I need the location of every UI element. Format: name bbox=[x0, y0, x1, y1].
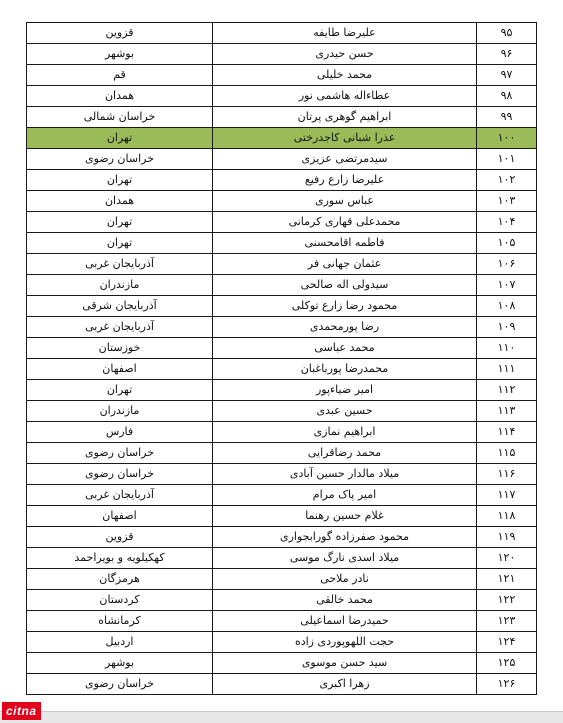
row-number-cell: ۹۵ bbox=[477, 23, 537, 44]
province-cell: کرمانشاه bbox=[27, 611, 213, 632]
name-cell: عباس سوری bbox=[213, 191, 477, 212]
names-table-body bbox=[27, 23, 537, 695]
province-cell: مازندران bbox=[27, 401, 213, 422]
table-row bbox=[27, 401, 537, 422]
province-cell: تهران bbox=[27, 128, 213, 149]
row-number-cell: ۱۲۰ bbox=[477, 548, 537, 569]
table-row bbox=[27, 632, 537, 653]
row-number-cell: ۱۲۴ bbox=[477, 632, 537, 653]
table-row bbox=[27, 170, 537, 191]
row-number-cell: ۱۰۱ bbox=[477, 149, 537, 170]
table-row bbox=[27, 485, 537, 506]
row-number-cell: ۱۱۳ bbox=[477, 401, 537, 422]
name-cell: میلاد مالدار حسین آبادی bbox=[213, 464, 477, 485]
province-cell: آذربایجان غربی bbox=[27, 317, 213, 338]
row-number-cell: ۱۱۶ bbox=[477, 464, 537, 485]
table-row bbox=[27, 191, 537, 212]
province-cell: اردبیل bbox=[27, 632, 213, 653]
row-number-cell: ۹۶ bbox=[477, 44, 537, 65]
table-row bbox=[27, 674, 537, 695]
province-cell: کردستان bbox=[27, 590, 213, 611]
name-cell: سید حسن موسوی bbox=[213, 653, 477, 674]
province-cell: همدان bbox=[27, 86, 213, 107]
row-number-cell: ۱۱۴ bbox=[477, 422, 537, 443]
table-row bbox=[27, 86, 537, 107]
name-cell: علیرضا طایفه bbox=[213, 23, 477, 44]
row-number-cell: ۱۲۵ bbox=[477, 653, 537, 674]
names-table bbox=[26, 22, 537, 695]
table-row bbox=[27, 548, 537, 569]
table-row bbox=[27, 506, 537, 527]
name-cell: محمد خلیلی bbox=[213, 65, 477, 86]
name-cell: ابراهیم گوهری پرتان bbox=[213, 107, 477, 128]
citna-logo: citna bbox=[2, 702, 41, 720]
name-cell: محمود رضا زارع توکلی bbox=[213, 296, 477, 317]
province-cell: آذربایجان غربی bbox=[27, 485, 213, 506]
row-number-cell: ۱۱۸ bbox=[477, 506, 537, 527]
table-row bbox=[27, 359, 537, 380]
row-number-cell: ۱۰۳ bbox=[477, 191, 537, 212]
row-number-cell: ۱۰۷ bbox=[477, 275, 537, 296]
row-number-cell: ۱۰۴ bbox=[477, 212, 537, 233]
name-cell: حسن حیدری bbox=[213, 44, 477, 65]
province-cell: همدان bbox=[27, 191, 213, 212]
row-number-cell: ۱۰۵ bbox=[477, 233, 537, 254]
table-row bbox=[27, 107, 537, 128]
row-number-cell: ۱۰۶ bbox=[477, 254, 537, 275]
name-cell: عطاءاله هاشمی نور bbox=[213, 86, 477, 107]
row-number-cell: ۱۱۷ bbox=[477, 485, 537, 506]
table-row bbox=[27, 380, 537, 401]
table-row bbox=[27, 317, 537, 338]
table-row bbox=[27, 527, 537, 548]
row-number-cell: ۱۱۰ bbox=[477, 338, 537, 359]
province-cell: خراسان رضوی bbox=[27, 149, 213, 170]
row-number-cell: ۹۹ bbox=[477, 107, 537, 128]
table-row bbox=[27, 464, 537, 485]
table-row bbox=[27, 275, 537, 296]
province-cell: اصفهان bbox=[27, 359, 213, 380]
province-cell: کهکیلویه و بویراحمد bbox=[27, 548, 213, 569]
province-cell: خراسان رضوی bbox=[27, 443, 213, 464]
province-cell: قزوین bbox=[27, 527, 213, 548]
table-row bbox=[27, 422, 537, 443]
row-number-cell: ۱۱۱ bbox=[477, 359, 537, 380]
name-cell: رضا پورمحمدی bbox=[213, 317, 477, 338]
province-cell: قم bbox=[27, 65, 213, 86]
name-cell: حمیدرضا اسماعیلی bbox=[213, 611, 477, 632]
row-number-cell: ۱۲۱ bbox=[477, 569, 537, 590]
province-cell: تهران bbox=[27, 380, 213, 401]
row-number-cell: ۱۲۶ bbox=[477, 674, 537, 695]
table-row bbox=[27, 233, 537, 254]
province-cell: خراسان شمالی bbox=[27, 107, 213, 128]
province-cell: خراسان رضوی bbox=[27, 674, 213, 695]
province-cell: خراسان رضوی bbox=[27, 464, 213, 485]
province-cell: آذربایجان غربی bbox=[27, 254, 213, 275]
name-cell: حسین عبدی bbox=[213, 401, 477, 422]
name-cell: محمود صفرزاده گورابجواری bbox=[213, 527, 477, 548]
page-bottom-strip bbox=[0, 711, 563, 723]
table-row bbox=[27, 443, 537, 464]
table-row bbox=[27, 23, 537, 44]
name-cell: عثمان جهانی فر bbox=[213, 254, 477, 275]
name-cell: عذرا شبانی کاجدرختی bbox=[213, 128, 477, 149]
table-row bbox=[27, 653, 537, 674]
row-number-cell: ۱۱۵ bbox=[477, 443, 537, 464]
province-cell: مازندران bbox=[27, 275, 213, 296]
province-cell: قزوین bbox=[27, 23, 213, 44]
row-number-cell: ۱۱۹ bbox=[477, 527, 537, 548]
province-cell: آذربایجان شرقی bbox=[27, 296, 213, 317]
table-row bbox=[27, 254, 537, 275]
name-cell: فاطمه اقامحسنی bbox=[213, 233, 477, 254]
province-cell: هرمزگان bbox=[27, 569, 213, 590]
row-number-cell: ۱۰۲ bbox=[477, 170, 537, 191]
table-row bbox=[27, 611, 537, 632]
table-row bbox=[27, 128, 537, 149]
row-number-cell: ۱۰۰ bbox=[477, 128, 537, 149]
table-row bbox=[27, 569, 537, 590]
name-cell: محمد خالقی bbox=[213, 590, 477, 611]
row-number-cell: ۱۲۲ bbox=[477, 590, 537, 611]
name-cell: زهرا اکبری bbox=[213, 674, 477, 695]
name-cell: امیر پاک مرام bbox=[213, 485, 477, 506]
row-number-cell: ۹۸ bbox=[477, 86, 537, 107]
row-number-cell: ۹۷ bbox=[477, 65, 537, 86]
row-number-cell: ۱۰۹ bbox=[477, 317, 537, 338]
name-cell: امیر ضیاءپور bbox=[213, 380, 477, 401]
table-row bbox=[27, 590, 537, 611]
name-cell: نادر ملاحی bbox=[213, 569, 477, 590]
table-row bbox=[27, 65, 537, 86]
table-row bbox=[27, 149, 537, 170]
name-cell: محمد رضاقرایی bbox=[213, 443, 477, 464]
name-cell: محمدعلی قهاری کرمانی bbox=[213, 212, 477, 233]
name-cell: سیدولی اله صالحی bbox=[213, 275, 477, 296]
province-cell: اصفهان bbox=[27, 506, 213, 527]
row-number-cell: ۱۰۸ bbox=[477, 296, 537, 317]
row-number-cell: ۱۲۳ bbox=[477, 611, 537, 632]
name-cell: ابراهیم نمازی bbox=[213, 422, 477, 443]
table-row bbox=[27, 212, 537, 233]
province-cell: بوشهر bbox=[27, 44, 213, 65]
name-cell: میلاد اسدی نارگ موسی bbox=[213, 548, 477, 569]
table-row bbox=[27, 338, 537, 359]
province-cell: فارس bbox=[27, 422, 213, 443]
name-cell: حجت اللهوپوردی زاده bbox=[213, 632, 477, 653]
table-row bbox=[27, 296, 537, 317]
province-cell: تهران bbox=[27, 233, 213, 254]
province-cell: خوزستان bbox=[27, 338, 213, 359]
province-cell: تهران bbox=[27, 212, 213, 233]
name-cell: علیرضا زارع رفیع bbox=[213, 170, 477, 191]
province-cell: بوشهر bbox=[27, 653, 213, 674]
name-cell: غلام حسین رهنما bbox=[213, 506, 477, 527]
province-cell: تهران bbox=[27, 170, 213, 191]
table-row bbox=[27, 44, 537, 65]
name-cell: محمد عباسی bbox=[213, 338, 477, 359]
name-cell: سیدمرتضی عزیزی bbox=[213, 149, 477, 170]
row-number-cell: ۱۱۲ bbox=[477, 380, 537, 401]
name-cell: محمدرضا پورباغبان bbox=[213, 359, 477, 380]
